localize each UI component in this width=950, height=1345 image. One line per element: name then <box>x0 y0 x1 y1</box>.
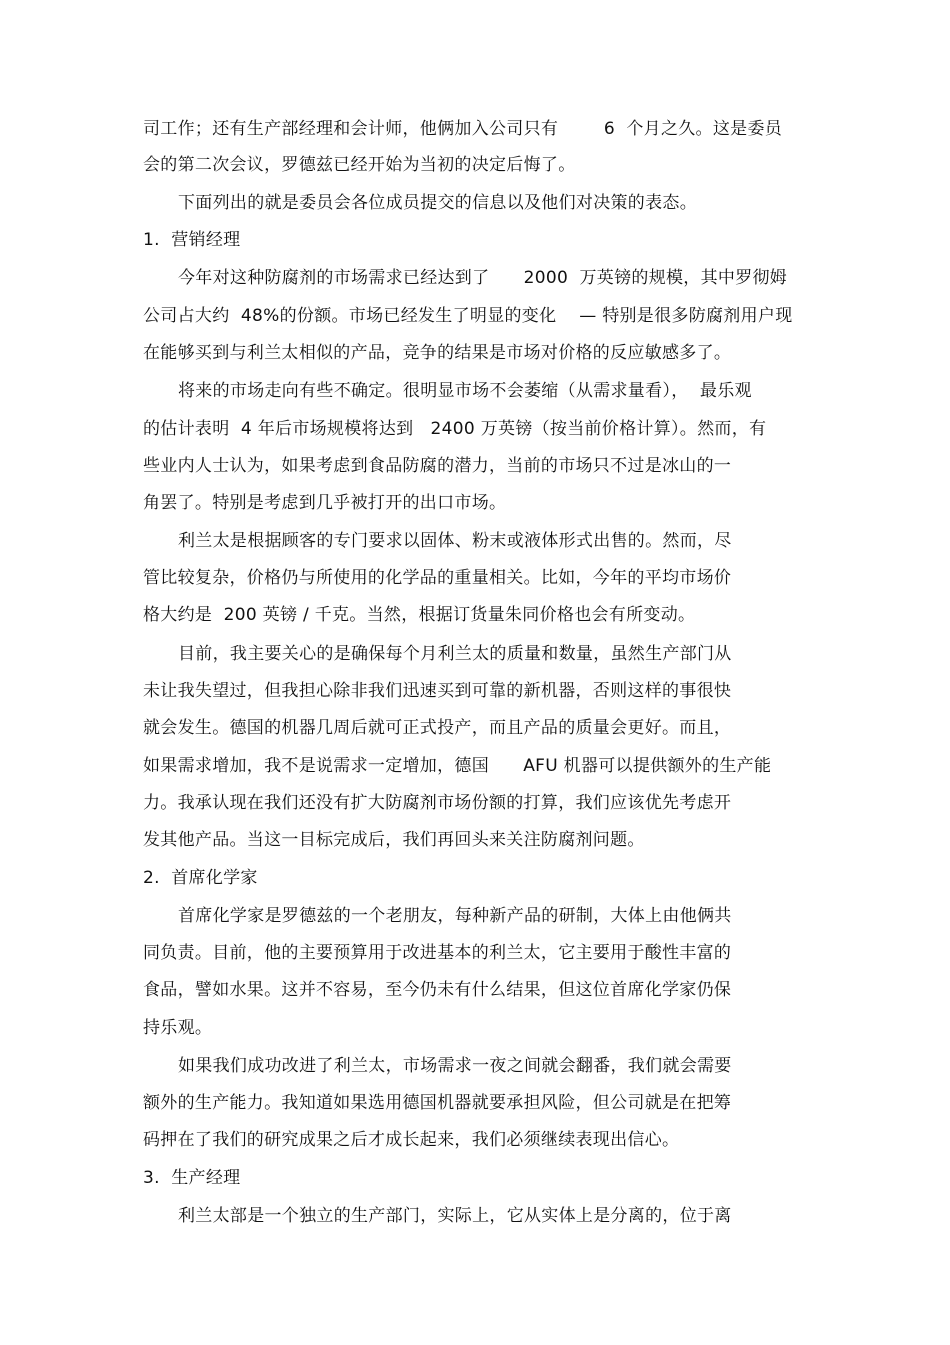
text-line: 如果需求增加，我不是说需求一定增加，德国 AFU 机器可以提供额外的生产能 <box>143 756 772 776</box>
text-line: 首席化学家是罗德兹的一个老朋友，每种新产品的研制，大体上由他俩共 <box>178 906 732 926</box>
text-line: 管比较复杂，价格仍与所使用的化学品的重量相关。比如，今年的平均市场价 <box>143 568 732 588</box>
text-line: 持乐观。 <box>143 1018 213 1038</box>
text-line: 利兰太部是一个独立的生产部门，实际上，它从实体上是分离的，位于离 <box>178 1206 732 1226</box>
text-line: 未让我失望过，但我担心除非我们迅速买到可靠的新机器，否则这样的事很快 <box>143 681 732 701</box>
text-line: 就会发生。德国的机器几周后就可正式投产，而且产品的质量会更好。而且， <box>143 718 732 738</box>
text-line: 同负责。目前，他的主要预算用于改进基本的利兰太，它主要用于酸性丰富的 <box>143 943 732 963</box>
text-line: 食品，譬如水果。这并不容易，至今仍未有什么结果，但这位首席化学家仍保 <box>143 980 732 1000</box>
text-line: 力。我承认现在我们还没有扩大防腐剂市场份额的打算，我们应该优先考虑开 <box>143 793 732 813</box>
text-line: 码押在了我们的研究成果之后才成长起来，我们必须继续表现出信心。 <box>143 1130 680 1150</box>
text-line: 利兰太是根据顾客的专门要求以固体、粉末或液体形式出售的。然而，尽 <box>178 531 732 551</box>
text-line: 会的第二次会议，罗德兹已经开始为当初的决定后悔了。 <box>143 155 576 175</box>
text-line: 些业内人士认为，如果考虑到食品防腐的潜力，当前的市场只不过是冰山的一 <box>143 456 732 476</box>
text-line: 如果我们成功改进了利兰太，市场需求一夜之间就会翻番，我们就会需要 <box>178 1056 732 1076</box>
text-line: 额外的生产能力。我知道如果选用德国机器就要承担风险，但公司就是在把筹 <box>143 1093 732 1113</box>
text-line: 将来的市场走向有些不确定。很明显市场不会萎缩（从需求量看）， 最乐观 <box>178 381 752 401</box>
text-line: 的估计表明 4 年后市场规模将达到 2400 万英镑（按当前价格计算）。然而，有 <box>143 419 767 439</box>
section-heading-2: 2. 首席化学家 <box>143 868 258 888</box>
text-line: 司工作；还有生产部经理和会计师，他俩加入公司只有 6 个月之久。这是委员 <box>143 119 783 139</box>
text-line: 下面列出的就是委员会各位成员提交的信息以及他们对决策的表态。 <box>178 193 697 213</box>
text-line: 格大约是 200 英镑 / 千克。当然，根据订货量朱同价格也会有所变动。 <box>143 605 696 625</box>
text-line: 角罢了。特别是考虑到几乎被打开的出口市场。 <box>143 493 507 513</box>
section-heading-1: 1. 营销经理 <box>143 230 241 250</box>
text-line: 公司占大约 48%的份额。市场已经发生了明显的变化 — 特别是很多防腐剂用户现 <box>143 306 793 326</box>
text-line: 发其他产品。当这一目标完成后，我们再回头来关注防腐剂问题。 <box>143 830 645 850</box>
section-heading-3: 3. 生产经理 <box>143 1168 241 1188</box>
text-line: 今年对这种防腐剂的市场需求已经达到了 2000 万英镑的规模，其中罗彻姆 <box>178 268 788 288</box>
text-line: 在能够买到与利兰太相似的产品，竞争的结果是市场对价格的反应敏感多了。 <box>143 343 732 363</box>
text-line: 目前，我主要关心的是确保每个月利兰太的质量和数量，虽然生产部门从 <box>178 644 732 664</box>
